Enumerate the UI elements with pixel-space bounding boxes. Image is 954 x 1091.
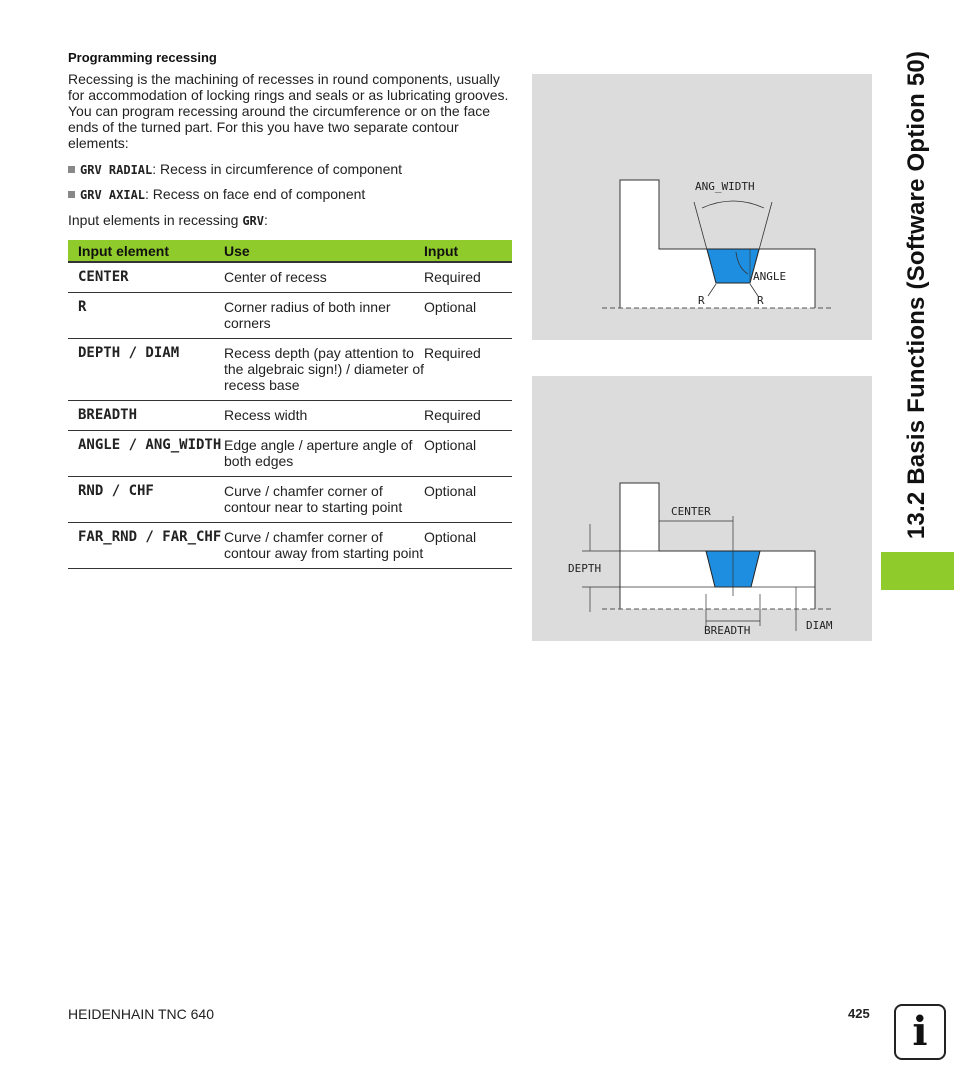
cell-element: BREADTH: [68, 401, 224, 431]
table-row: [68, 523, 512, 569]
bullet-code: GRV AXIAL: [80, 188, 146, 202]
recess-angle-figure: [532, 74, 872, 340]
cell-input: Optional: [424, 477, 512, 523]
cell-input: Optional: [424, 523, 512, 569]
bullet-grv-radial: [68, 161, 402, 177]
cell-element: FAR_RND / FAR_CHF: [68, 523, 224, 569]
cell-input: Optional: [424, 431, 512, 477]
bullet-code: GRV RADIAL: [80, 163, 153, 177]
inputs-prefix: Input elements in recessing: [68, 212, 243, 228]
cell-use: Recess width: [224, 401, 424, 431]
intro-paragraph: Recessing is the machining of recesses in round components, usually for accommodation of locking rings and seals or as lubricating grooves. You can program recessing around the circumference or on the face ends of the turned part. For this you have two separate contour elements:: [68, 71, 509, 151]
input-elements-table: [68, 240, 512, 569]
cell-input: Required: [424, 401, 512, 431]
cell-element: RND / CHF: [68, 477, 224, 523]
inputs-line: [68, 212, 268, 228]
cell-use: Curve / chamfer corner of contour away from starting point: [224, 523, 424, 569]
footer-product: HEIDENHAIN TNC 640: [68, 1006, 215, 1022]
cell-input: Required: [424, 339, 512, 401]
table-header-row: [68, 240, 512, 262]
header-use: Use: [224, 240, 424, 262]
table-row: [68, 401, 512, 431]
header-input: Input: [424, 240, 512, 262]
cell-use: Curve / chamfer corner of contour near to starting point: [224, 477, 424, 523]
page-number: 425: [848, 1006, 870, 1021]
r-left-label: R: [698, 294, 705, 307]
cell-input: Optional: [424, 293, 512, 339]
inputs-code: GRV: [242, 214, 265, 228]
bullet-square-icon: [68, 191, 75, 198]
table-row: [68, 262, 512, 293]
angle-label: ANGLE: [753, 270, 787, 283]
table-row: [68, 431, 512, 477]
ang-width-label: ANG_WIDTH: [695, 180, 755, 193]
cell-element: R: [68, 293, 224, 339]
recess-dimensions-diagram: [532, 376, 872, 641]
bullet-text: : Recess on face end of component: [145, 186, 366, 202]
depth-label: DEPTH: [568, 562, 602, 575]
side-tab-marker: [881, 552, 954, 590]
table-row: [68, 293, 512, 339]
inputs-suffix: :: [264, 212, 268, 228]
header-input-element: Input element: [68, 240, 224, 262]
table-row: [68, 477, 512, 523]
cell-use: Recess depth (pay attention to the algebraic sign!) / diameter of recess base: [224, 339, 424, 401]
info-icon: i: [894, 1004, 946, 1060]
cell-use: Center of recess: [224, 262, 424, 293]
r-right-label: R: [757, 294, 764, 307]
diam-label: DIAM: [806, 619, 833, 632]
side-chapter-title: 13.2 Basis Functions (Software Option 50): [903, 50, 930, 540]
cell-element: CENTER: [68, 262, 224, 293]
recess-angle-diagram: [532, 74, 872, 340]
cell-use: Edge angle / aperture angle of both edges: [224, 431, 424, 477]
breadth-label: BREADTH: [704, 624, 751, 637]
cell-input: Required: [424, 262, 512, 293]
bullet-grv-axial: [68, 186, 365, 202]
table-row: [68, 339, 512, 401]
cell-element: DEPTH / DIAM: [68, 339, 224, 401]
recess-dimensions-figure: [532, 376, 872, 641]
cell-use: Corner radius of both inner corners: [224, 293, 424, 339]
section-heading: Programming recessing: [68, 50, 217, 65]
bullet-square-icon: [68, 166, 75, 173]
bullet-text: : Recess in circumference of component: [152, 161, 403, 177]
cell-element: ANGLE / ANG_WIDTH: [68, 431, 224, 477]
center-label: CENTER: [671, 505, 711, 518]
